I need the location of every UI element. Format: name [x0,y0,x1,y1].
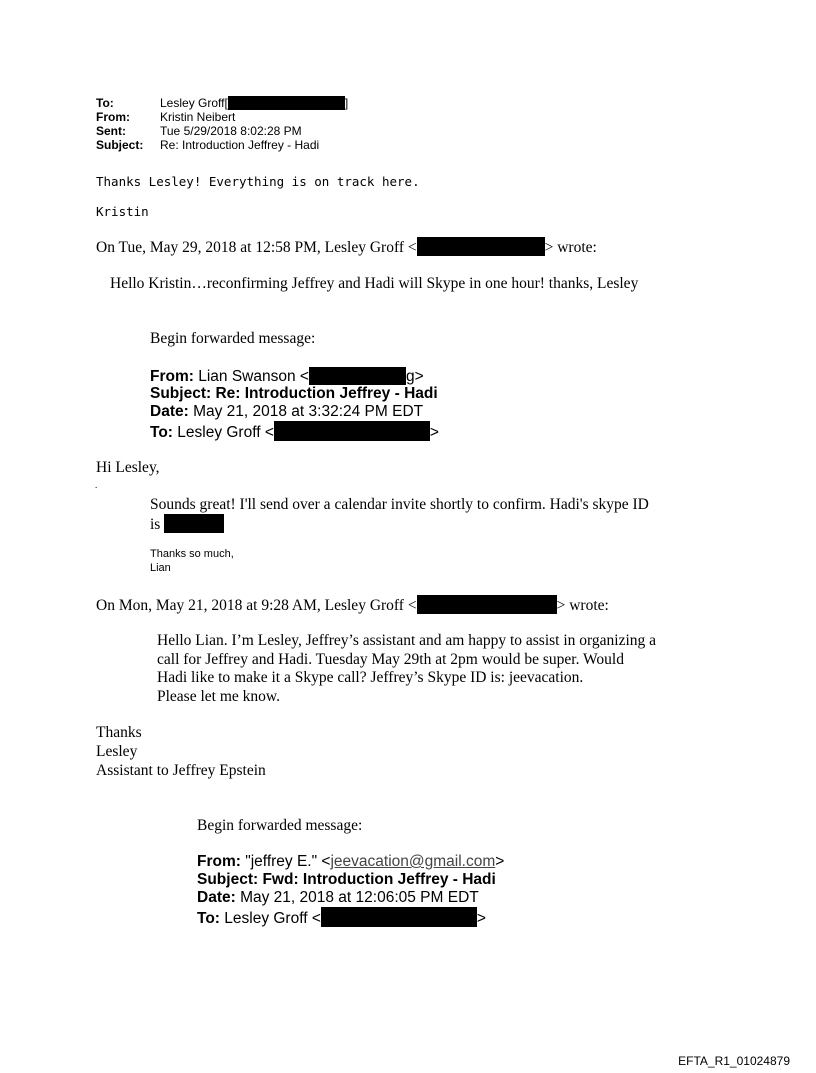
header-sent-value: Tue 5/29/2018 8:02:28 PM [160,124,302,138]
forward1-date-label: Date: [150,403,189,420]
forward1-from-label: From: [150,368,194,385]
quote1-intro-start: On Tue, May 29, 2018 at 12:58 PM, Lesley Groff < [96,239,417,256]
quote1-begin-forwarded: Begin forwarded message: [150,330,316,347]
forward1-date-value: May 21, 2018 at 3:32:24 PM EDT [193,403,424,420]
forward2-from [197,853,504,871]
forward2-date-label: Date: [197,889,236,906]
forward2-from-value: "jeffrey E." < [245,853,331,870]
quote1-body: Hello Kristin…reconfirming Jeffrey and Hadi will Skype in one hour! thanks, Lesley [110,275,639,292]
signoff-thanks: Thanks [96,724,142,741]
forward2-begin-forwarded: Begin forwarded message: [197,817,363,834]
forward2-subject-label: Subject: [197,871,259,888]
redaction-bar [417,237,545,256]
lian-name: Lian [150,562,171,574]
lian-body-line2 [150,514,224,534]
reply-signature: Kristin [96,204,149,219]
forward2-to [197,907,486,928]
forward2-to-label: To: [197,910,220,927]
forward2-email-link[interactable]: jeevacation@gmail.com [330,853,496,870]
redaction-bar [417,595,557,614]
header-sent-label: Sent: [96,124,126,138]
header-to-label: To: [96,96,114,110]
email-header [96,96,348,152]
header-from-row [96,110,348,124]
forward1-subject [150,385,438,403]
redaction-bar [164,514,224,533]
header-subject-label: Subject: [96,138,144,152]
lian-dot: . [95,480,98,490]
forward2-subject-value: Fwd: Introduction Jeffrey - Hadi [262,871,496,888]
forward1-from-value: Lian Swanson < [198,368,309,385]
redaction-bar [228,96,345,110]
forward1-subject-value: Re: Introduction Jeffrey - Hadi [215,385,438,402]
document-id: EFTA_R1_01024879 [678,1054,790,1068]
quote1-intro-end: > wrote: [544,239,597,256]
lian-body-line1: Sounds great! I'll send over a calendar invite shortly to confirm. Hadi's skype ID [150,496,649,513]
header-sent-row [96,124,348,138]
header-from-value: Kristin Neibert [160,110,236,124]
quote2-line2: call for Jeffrey and Hadi. Tuesday May 29th at 2pm would be super. Would [157,651,624,668]
forward2-from-tail: > [495,853,505,870]
forward1-subject-label: Subject: [150,385,212,402]
quote1-intro [96,237,597,257]
header-to-row [96,96,348,110]
forward2-date [197,889,479,907]
header-to-value: Lesley Groff[ [160,96,228,110]
lian-greeting: Hi Lesley, [96,459,160,476]
header-to-close: ] [344,96,349,110]
signoff-title: Assistant to Jeffrey Epstein [96,762,266,779]
forward1-from [150,367,424,386]
forward2-to-value: Lesley Groff < [224,910,321,927]
forward1-to-value: Lesley Groff < [177,424,274,441]
quote2-intro-end: > wrote: [556,597,609,614]
forward2-from-label: From: [197,853,241,870]
forward2-to-tail: > [476,910,486,927]
signoff-name: Lesley [96,743,138,760]
quote2-line4: Please let me know. [157,688,280,705]
forward2-subject [197,871,496,889]
forward1-to-label: To: [150,424,173,441]
quote2-intro-start: On Mon, May 21, 2018 at 9:28 AM, Lesley Groff < [96,597,417,614]
header-subject-row [96,138,348,152]
lian-body-is: is [150,516,161,533]
header-from-label: From: [96,110,130,124]
header-subject-value: Re: Introduction Jeffrey - Hadi [160,138,320,152]
forward1-date [150,403,423,421]
forward1-to [150,421,439,442]
forward2-date-value: May 21, 2018 at 12:06:05 PM EDT [240,889,479,906]
quote2-intro [96,595,609,615]
forward1-from-tail: g> [405,368,424,385]
redaction-bar [274,421,430,441]
forward1-to-tail: > [429,424,439,441]
redaction-bar [309,367,406,385]
redaction-bar [321,907,477,927]
quote2-line1: Hello Lian. I’m Lesley, Jeffrey’s assistant and am happy to assist in organizing a [157,632,657,649]
reply-line: Thanks Lesley! Everything is on track here. [96,174,420,189]
quote2-line3: Hadi like to make it a Skype call? Jeffrey’s Skype ID is: jeevacation. [157,669,584,686]
lian-thanks: Thanks so much, [150,548,234,560]
